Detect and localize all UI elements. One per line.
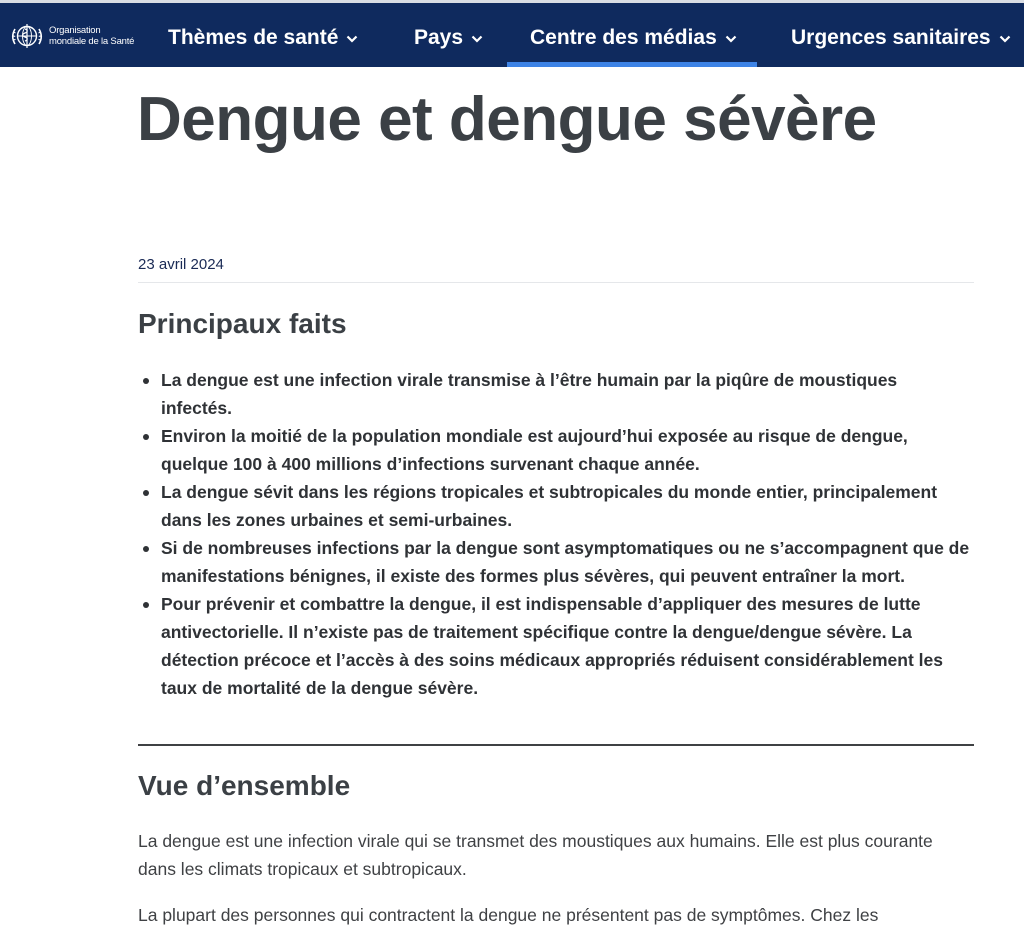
overview-paragraph-1: La dengue est une infection virale qui se transmet des moustiques aux humains. Elle est plus courante dans les climats tropicaux et subtropicaux. — [138, 831, 933, 879]
chevron-down-icon — [346, 35, 358, 43]
who-emblem-icon — [10, 20, 44, 52]
list-item: Pour prévenir et combattre la dengue, il est indispensable d’appliquer des mesures de lutte antivectorielle. Il n’existe pas de traitement spécifique contre la dengue/dengue sévère. La détection précoce et l’accès à des soins médicaux appropriés réduisent considérablement les taux de mortalité de la dengue sévère. — [161, 590, 973, 702]
nav-item-themes-sante[interactable] — [168, 20, 358, 56]
chevron-down-icon — [725, 35, 737, 43]
nav-item-pays[interactable] — [414, 20, 483, 56]
who-logo-link[interactable] — [10, 20, 134, 52]
nav-item-label: Centre des médias — [530, 26, 717, 49]
overview-paragraph-2: La plupart des personnes qui contractent la dengue ne présentent pas de symptômes. Chez les — [138, 905, 879, 925]
top-navigation-bar — [0, 0, 1024, 67]
chevron-down-icon — [999, 35, 1011, 43]
key-facts-heading: Principaux faits — [138, 308, 347, 339]
list-item: La dengue sévit dans les régions tropicales et subtropicales du monde entier, principalement dans les zones urbaines et semi-urbaines. — [161, 478, 973, 534]
chevron-down-icon — [471, 35, 483, 43]
key-facts-list — [161, 366, 973, 702]
list-item: La dengue est une infection virale transmise à l’être humain par la piqûre de moustiques infectés. — [161, 366, 973, 422]
list-item: Environ la moitié de la population mondiale est aujourd’hui exposée au risque de dengue, quelque 100 à 400 millions d’infections survenant chaque année. — [161, 422, 973, 478]
active-nav-indicator — [507, 62, 757, 67]
nav-item-label: Thèmes de santé — [168, 26, 339, 49]
page-title: Dengue et dengue sévère — [137, 85, 877, 154]
nav-item-label: Urgences sanitaires — [791, 26, 991, 49]
browser-edge — [0, 0, 1024, 3]
nav-item-centre-des-medias[interactable] — [530, 20, 737, 56]
nav-item-label: Pays — [414, 26, 464, 49]
logo-text — [49, 25, 134, 47]
logo-line-2: mondiale de la Santé — [49, 36, 135, 47]
overview-heading: Vue d’ensemble — [138, 770, 351, 801]
list-item: Si de nombreuses infections par la dengue sont asymptomatiques ou ne s’accompagnent que de manifestations bénignes, il existe des formes plus sévères, qui peuvent entraîner la mort. — [161, 534, 973, 590]
nav-item-urgences-sanitaires[interactable] — [791, 20, 1011, 56]
publication-date: 23 avril 2024 — [138, 256, 224, 273]
section-divider — [138, 744, 974, 746]
logo-line-1: Organisation — [49, 25, 101, 36]
divider — [138, 282, 974, 283]
